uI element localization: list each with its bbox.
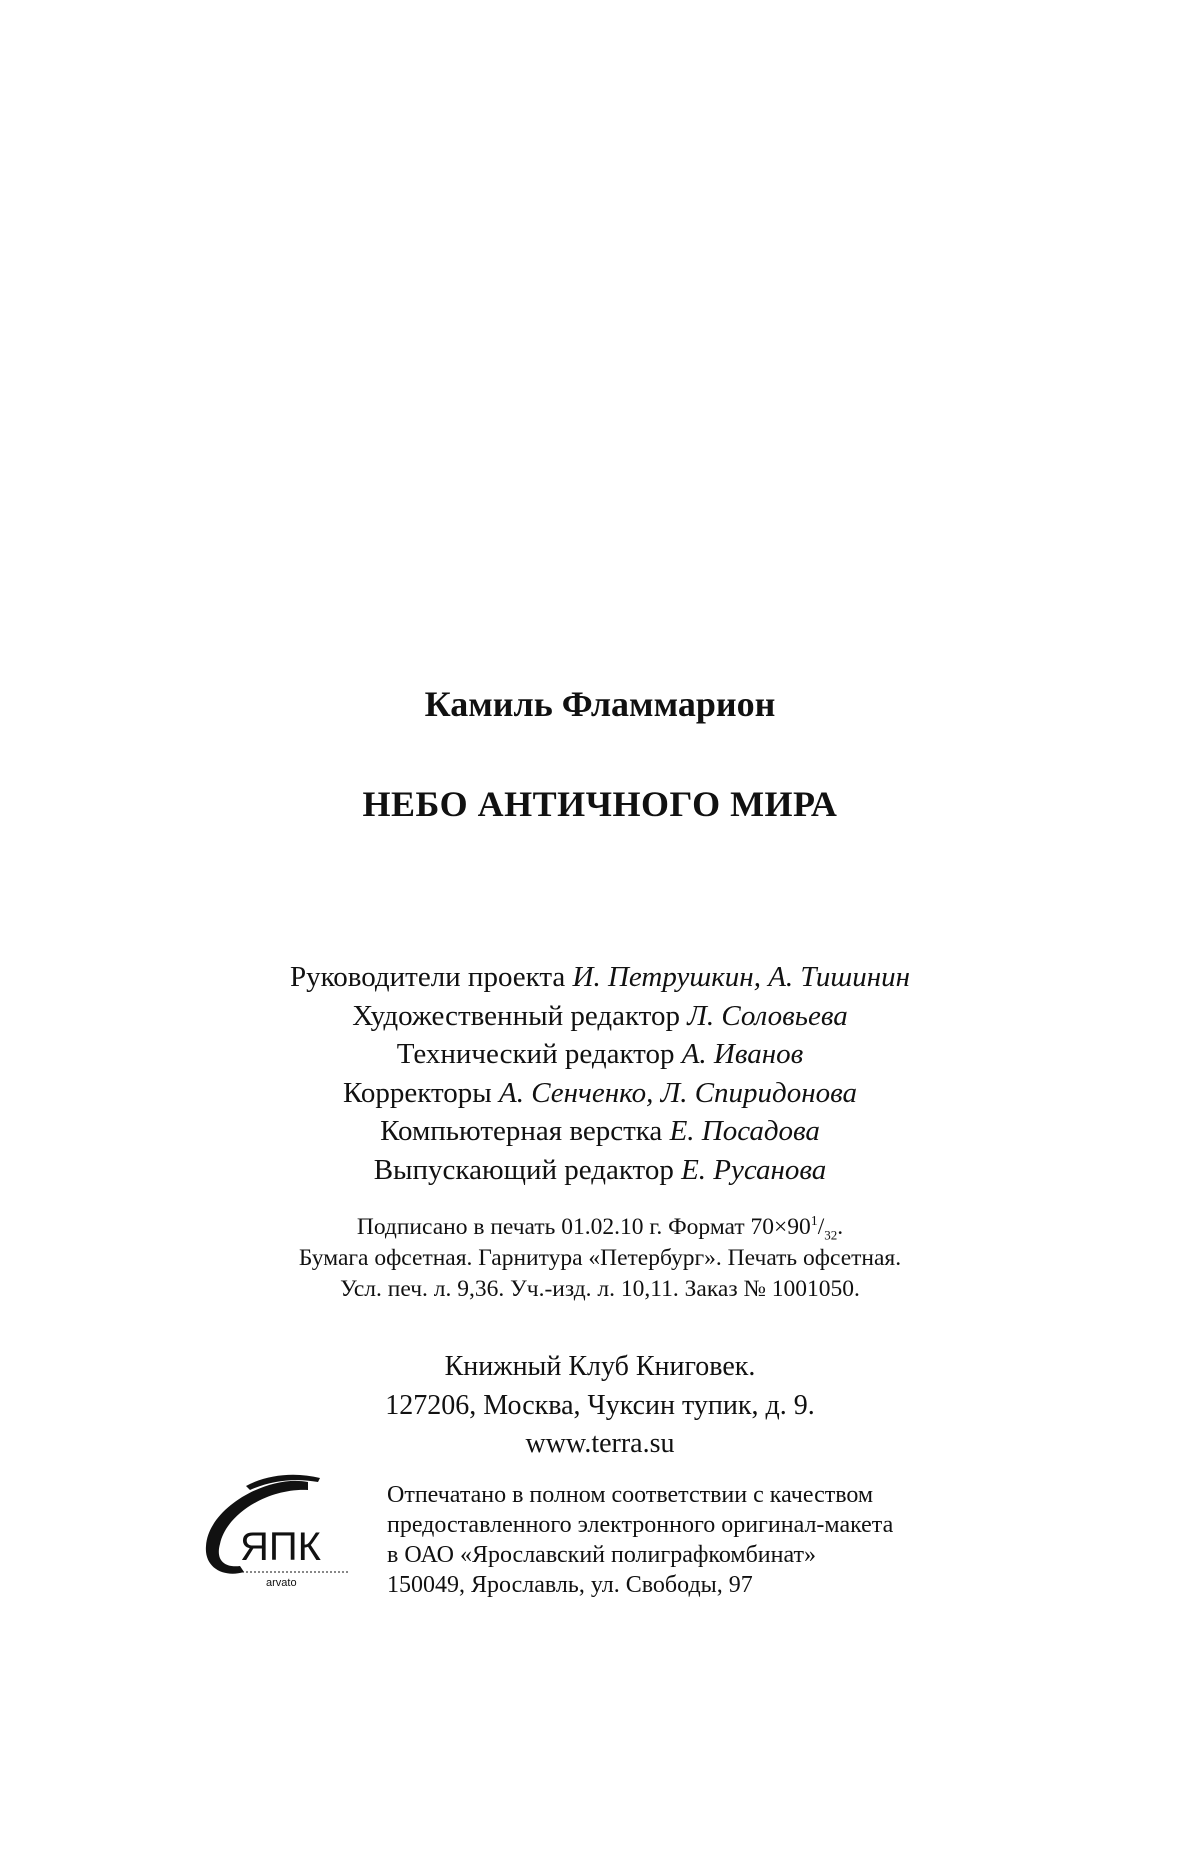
printer-info xyxy=(387,1480,893,1600)
publisher-name: Книжный Клуб Книговек. xyxy=(444,1351,756,1382)
publisher-block xyxy=(0,1348,1200,1464)
credit-line: Художественный редактор Л. Соловьева xyxy=(352,999,848,1032)
credit-line: Компьютерная верстка Е. Посадова xyxy=(380,1115,820,1147)
printer-line: предоставленного электронного оригинал-макета xyxy=(387,1512,894,1538)
imprint-block xyxy=(0,1212,1200,1305)
credit-line: Корректоры А. Сенченко, Л. Спиридонова xyxy=(342,1076,857,1109)
credits-block xyxy=(0,958,1200,1189)
logo-subtext: arvato xyxy=(266,1577,297,1589)
printer-line: Отпечатано в полном соответствии с качеством xyxy=(387,1482,874,1508)
publisher-website: www.terra.su xyxy=(525,1428,675,1459)
credit-line: Руководители проекта И. Петрушкин, А. Тишинин xyxy=(289,961,911,993)
imprint-line-2: Бумага офсетная. Гарнитура «Петербург». Печать офсетная. xyxy=(298,1245,902,1271)
book-title: НЕБО АНТИЧНОГО МИРА xyxy=(362,784,838,824)
imprint-line-1: Подписано в печать 01.02.10 г. Формат $70\times 90^1/_{32}$. xyxy=(356,1214,844,1243)
printer-line: 150049, Ярославль, ул. Свободы, 97 xyxy=(387,1572,753,1598)
credit-line: Технический редактор А. Иванов xyxy=(396,1038,804,1070)
logo-text: ЯПК xyxy=(240,1525,321,1569)
imprint-line-3: Усл. печ. л. 9,36. Уч.-изд. л. 10,11. Заказ № 1001050. xyxy=(340,1276,860,1302)
publisher-address: 127206, Москва, Чуксин тупик, д. 9. xyxy=(385,1389,815,1421)
book-author: Камиль Фламмарион xyxy=(424,684,776,724)
printer-line: в ОАО «Ярославский полиграфкомбинат» xyxy=(387,1542,816,1568)
credit-line: Выпускающий редактор Е. Русанова xyxy=(373,1153,827,1186)
printer-logo xyxy=(188,1468,368,1600)
